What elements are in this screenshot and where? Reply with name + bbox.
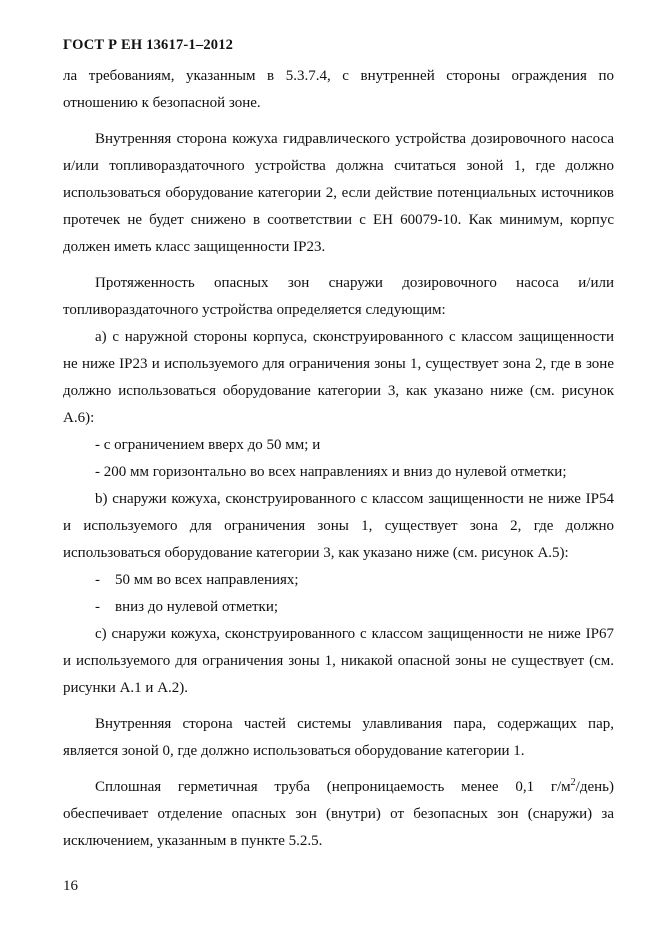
paragraph-inner-side: Внутренняя сторона кожуха гидравлического устройства дозировочного насоса и/или топливораздаточного устройства должна считаться зоной 1, где должно использоваться оборудование категории 2, если действие потенциальных источников протечек не будет снижено в соответствии с ЕН 60079-10. Как минимум, корпус должен иметь класс защищенности IP23. [63,131,614,255]
list-item-c: с) снаружи кожуха, сконструированного с классом защищенности не ниже IP67 и используемого для ограничения зоны 1, никакой опасной зоны не существует (см. рисунки А.1 и А.2). [63,626,614,696]
paragraph-sealed-pipe [63,774,614,855]
list-item-b: b) снаружи кожуха, сконструированного с классом защищенности не ниже IP54 и используемого для ограничения зоны 1, существует зона 2, где должно использоваться оборудование категории 3, как указано ниже (см. рисунок А.5): [63,491,614,561]
list-subitem-b2-text: вниз до нулевой отметки; [115,599,279,615]
dash-marker: - [95,572,100,588]
paragraph-continuation: ла требованиям, указанным в 5.3.7.4, с внутренней стороны ограждения по отношению к безопасной зоне. [63,68,614,111]
document-header: ГОСТ Р ЕН 13617-1–2012 [63,37,234,53]
list-item-a: а) с наружной стороны корпуса, сконструированного с классом защищенности не ниже IP23 и используемого для ограничения зоны 1, существует зона 2, где в зоне должно использоваться оборудование категории 3, как указано ниже (см. рисунок А.6): [63,329,614,426]
list-subitem-a1: - с ограничением вверх до 50 мм; и [95,437,321,453]
page-number: 16 [63,878,78,894]
paragraph-zone-extent: Протяженность опасных зон снаружи дозировочного насоса и/или топливораздаточного устройства определяется следующим: [63,275,614,318]
list-subitem-b1-text: 50 мм во всех направлениях; [115,572,299,588]
list-subitem-a2: - 200 мм горизонтально во всех направлениях и вниз до нулевой отметки; [95,464,567,480]
document-body [63,63,614,855]
sealed-pipe-text-2: /день) обеспечивает отделение опасных зон (внутри) от безопасных зон (снаружи) за исключением, указанным в пункте 5.2.5. [63,779,614,849]
dash-marker: - [95,599,100,615]
list-subitem-b2 [63,594,614,621]
sealed-pipe-text-1: Сплошная герметичная труба (непроницаемость менее 0,1 г/м [95,779,571,795]
superscript-2: 2 [570,777,576,788]
paragraph-vapour-system: Внутренняя сторона частей системы улавливания пара, содержащих пар, является зоной 0, где должно использоваться оборудование категории 1. [63,716,614,759]
list-subitem-b1 [63,567,614,594]
